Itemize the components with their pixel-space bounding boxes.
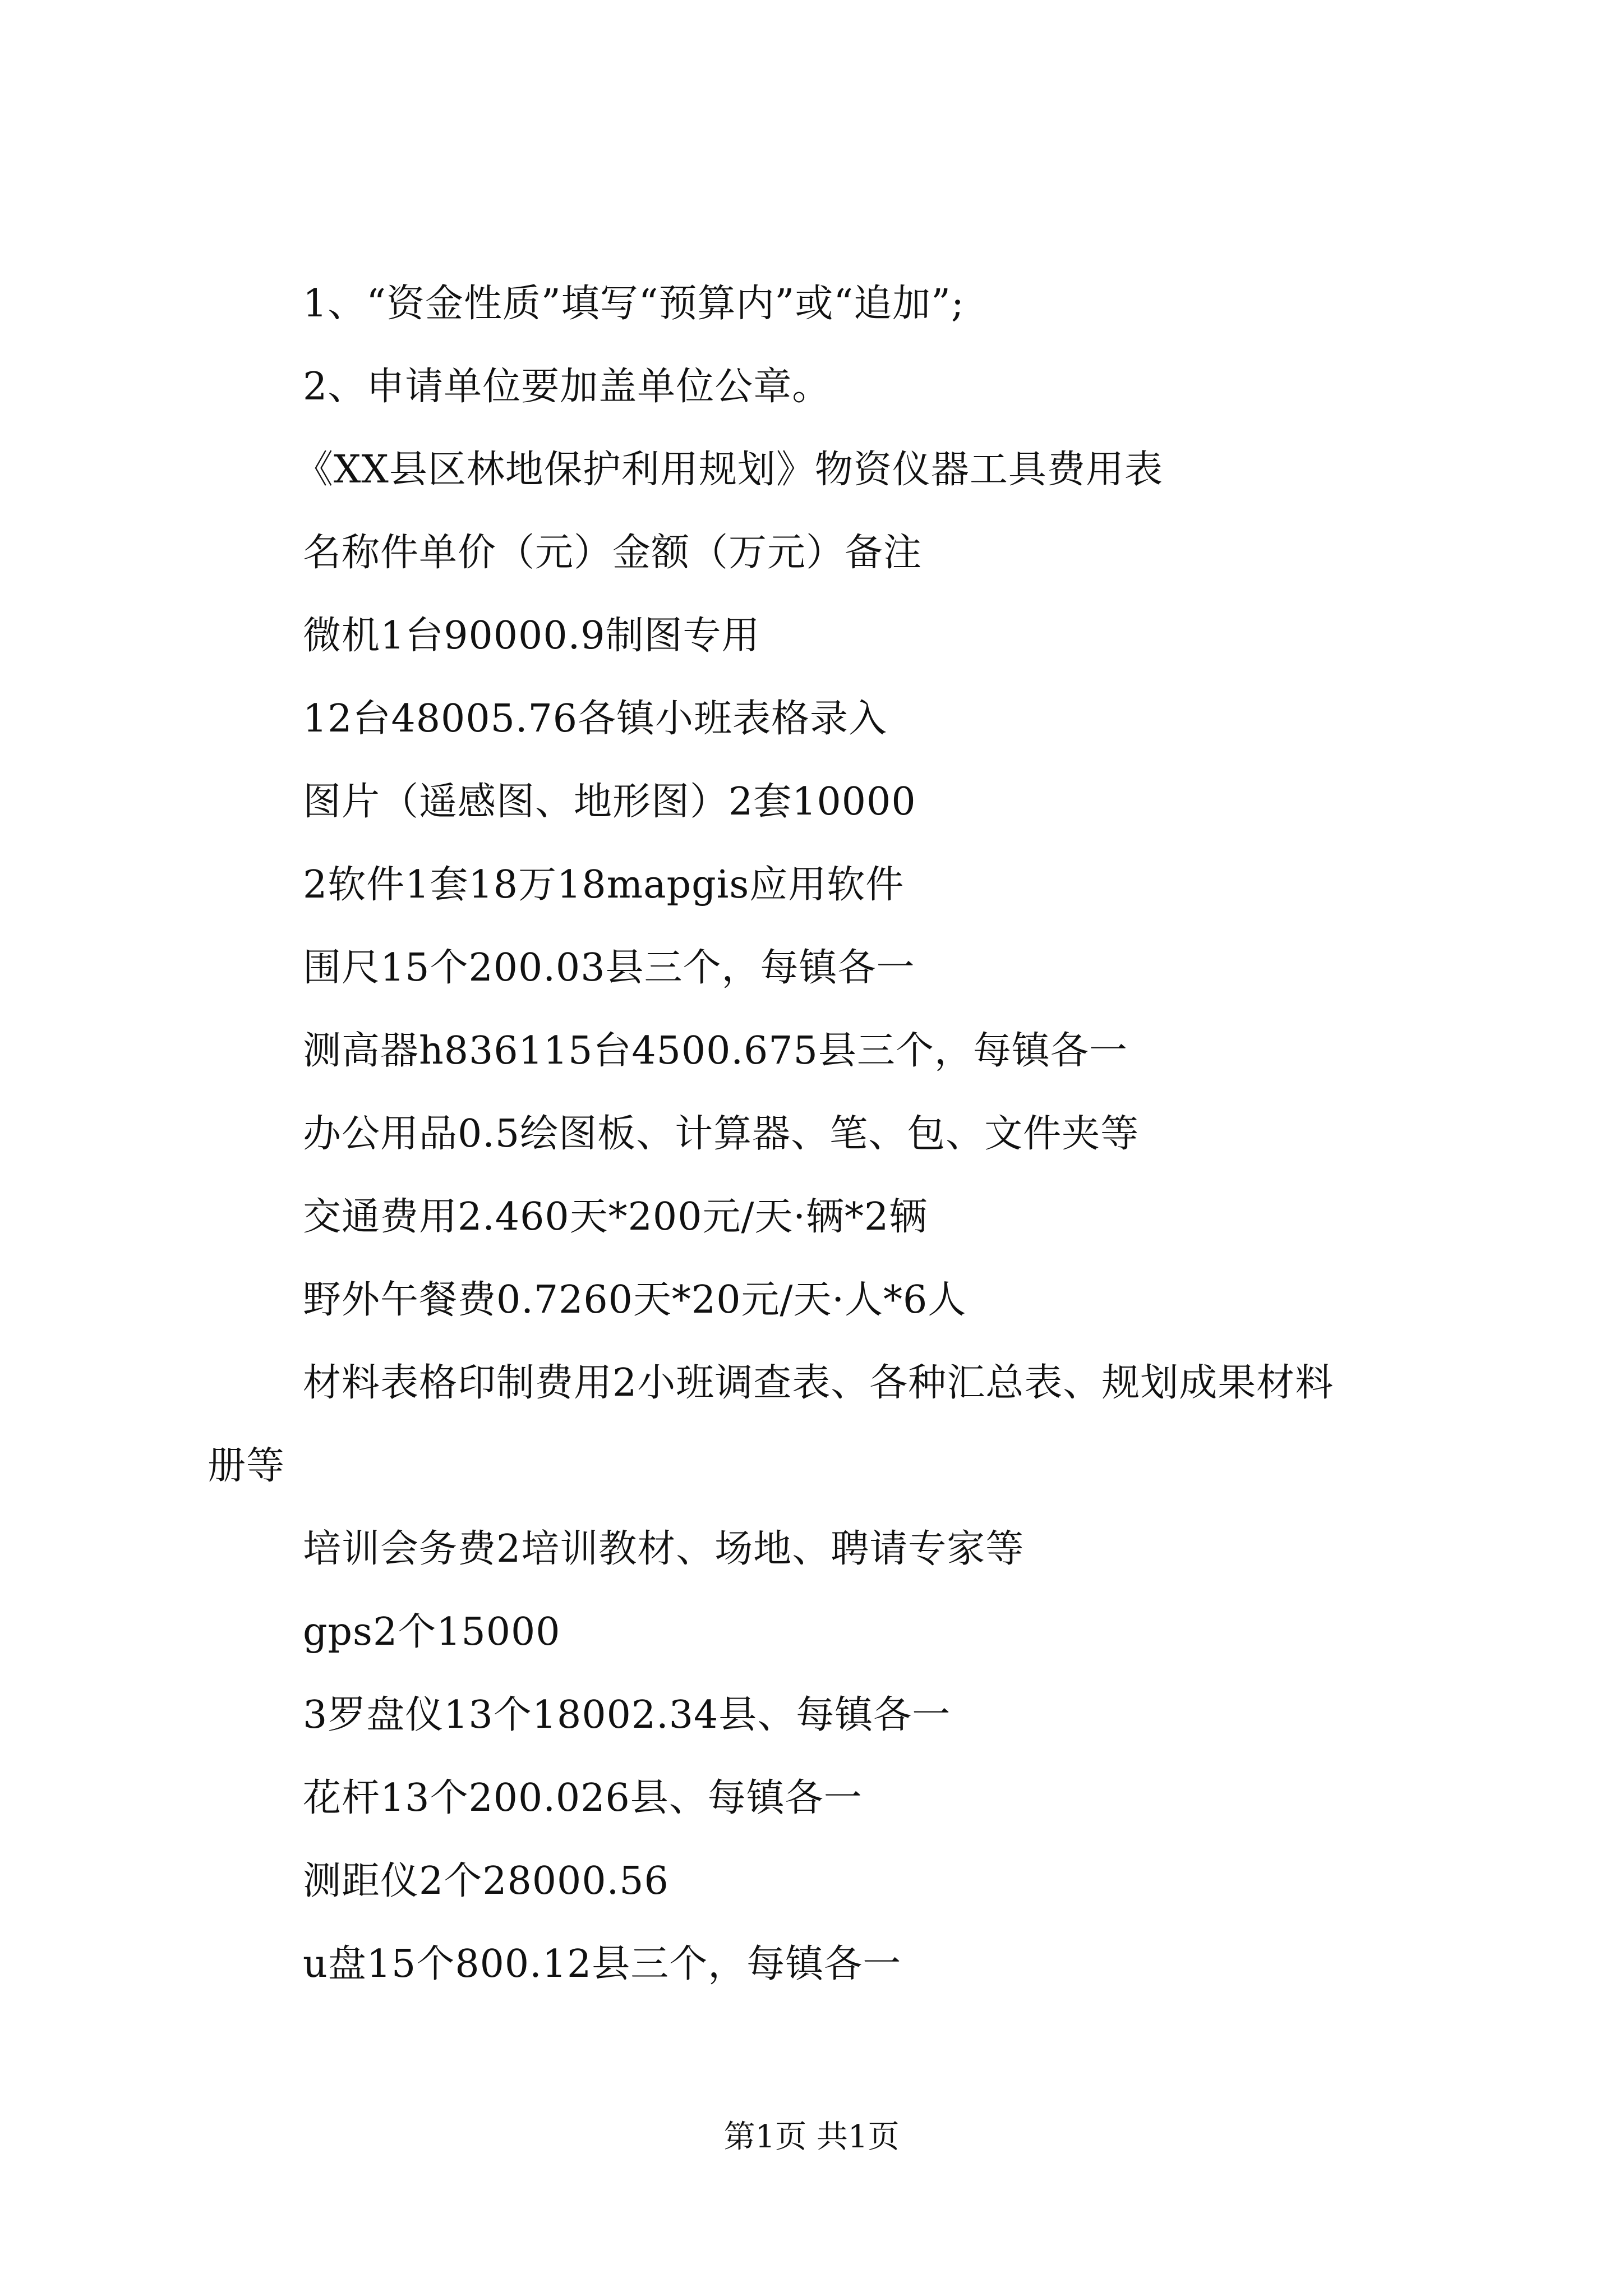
item-line: 图片（遥感图、地形图）2套10000 — [303, 780, 916, 824]
note-line-1: 1、“资金性质”填写“预算内”或“追加”; — [303, 282, 965, 326]
item-line: 培训会务费2培训教材、场地、聘请专家等 — [303, 1527, 1025, 1571]
item-line: gps2个15000 — [303, 1610, 561, 1654]
item-line: 12台48005.76各镇小班表格录入 — [303, 697, 887, 741]
note-line-2: 2、申请单位要加盖单位公章。 — [303, 365, 831, 409]
item-line-wrapped: 材料表格印制费用2小班调查表、各种汇总表、规划成果材料册等 — [208, 1361, 1334, 1488]
table-title: 《XX县区林地保护利用规划》物资仪器工具费用表 — [295, 448, 1163, 492]
item-line: 测距仪2个28000.56 — [303, 1859, 669, 1903]
table-header-line: 名称件单价（元）金额（万元）备注 — [303, 531, 923, 575]
item-line: 野外午餐费0.7260天*20元/天·人*6人 — [303, 1278, 967, 1322]
item-line: 围尺15个200.03县三个，每镇各一 — [303, 946, 915, 990]
item-line: 办公用品0.5绘图板、计算器、笔、包、文件夹等 — [303, 1112, 1140, 1156]
item-line: 测高器h836115台4500.675县三个，每镇各一 — [303, 1029, 1128, 1073]
item-line: u盘15个800.12县三个，每镇各一 — [303, 1942, 902, 1986]
item-line: 2软件1套18万18mapgis应用软件 — [303, 863, 905, 907]
item-line: 微机1台90000.9制图专用 — [303, 614, 760, 658]
page-footer: 第1页 共1页 — [723, 2119, 900, 2155]
document-body — [0, 263, 1623, 2006]
item-line: 3罗盘仪13个18002.34县、每镇各一 — [303, 1693, 951, 1737]
item-line: 交通费用2.460天*200元/天·辆*2辆 — [303, 1195, 928, 1239]
item-line: 花杆13个200.026县、每镇各一 — [303, 1776, 863, 1820]
